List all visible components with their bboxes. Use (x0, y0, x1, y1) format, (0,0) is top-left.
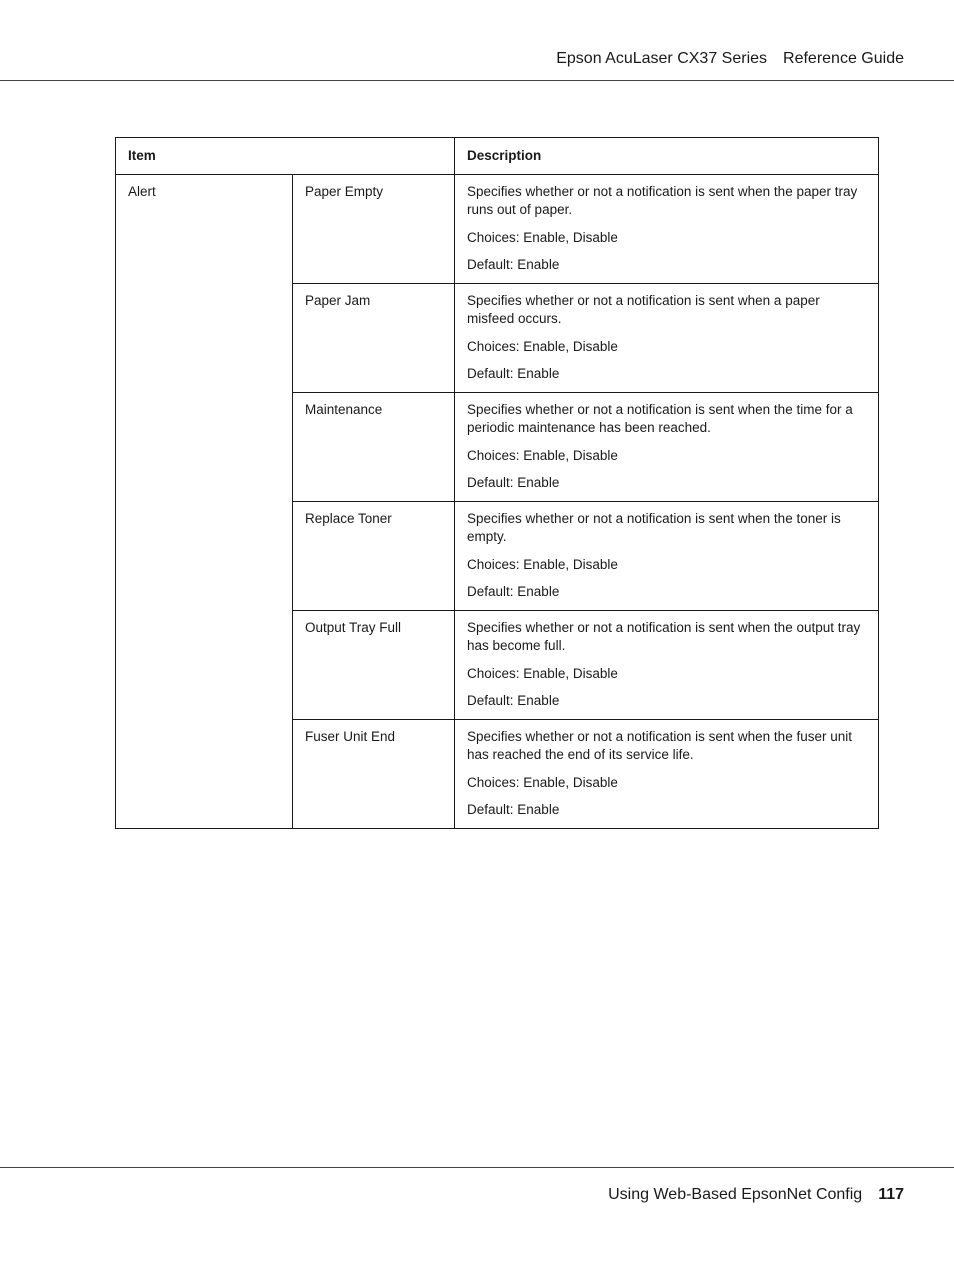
default-text: Default: Enable (467, 366, 560, 381)
item-description (455, 392, 879, 501)
description-text: Specifies whether or not a notification is sent when the fuser unit has reached the end of its service life. (467, 728, 852, 762)
header-rule (0, 80, 954, 81)
description-text: Specifies whether or not a notification is sent when the paper tray runs out of paper. (467, 183, 858, 217)
guide-title: Reference Guide (783, 50, 904, 67)
item-name: Paper Empty (293, 174, 455, 283)
running-footer (608, 1186, 904, 1204)
alert-settings-table (115, 137, 879, 829)
default-text: Default: Enable (467, 693, 560, 708)
item-name: Paper Jam (293, 283, 455, 392)
choices-text: Choices: Enable, Disable (467, 229, 618, 245)
default-text: Default: Enable (467, 802, 560, 817)
choices-text: Choices: Enable, Disable (467, 338, 618, 354)
table-row (116, 174, 879, 283)
description-header: Description (455, 138, 879, 175)
choices-text: Choices: Enable, Disable (467, 447, 618, 463)
item-name: Fuser Unit End (293, 719, 455, 828)
group-label-alert: Alert (116, 174, 293, 828)
running-header (556, 50, 904, 68)
section-title: Using Web-Based EpsonNet Config (608, 1186, 863, 1203)
item-name: Replace Toner (293, 501, 455, 610)
item-description (455, 174, 879, 283)
default-text: Default: Enable (467, 584, 560, 599)
choices-text: Choices: Enable, Disable (467, 665, 618, 681)
item-description (455, 283, 879, 392)
description-text: Specifies whether or not a notification is sent when the toner is empty. (467, 510, 841, 544)
footer-rule (0, 1167, 954, 1168)
choices-text: Choices: Enable, Disable (467, 556, 618, 572)
item-name: Output Tray Full (293, 610, 455, 719)
item-name: Maintenance (293, 392, 455, 501)
description-text: Specifies whether or not a notification is sent when a paper misfeed occurs. (467, 292, 820, 326)
description-text: Specifies whether or not a notification is sent when the output tray has become full. (467, 619, 861, 653)
item-description (455, 719, 879, 828)
item-header: Item (116, 138, 455, 175)
page-number: 117 (878, 1186, 904, 1203)
item-description (455, 501, 879, 610)
table-header-row (116, 138, 879, 175)
description-text: Specifies whether or not a notification is sent when the time for a periodic maintenance has been reached. (467, 401, 853, 435)
default-text: Default: Enable (467, 475, 560, 490)
default-text: Default: Enable (467, 257, 560, 272)
item-description (455, 610, 879, 719)
choices-text: Choices: Enable, Disable (467, 774, 618, 790)
product-title: Epson AcuLaser CX37 Series (556, 50, 768, 67)
